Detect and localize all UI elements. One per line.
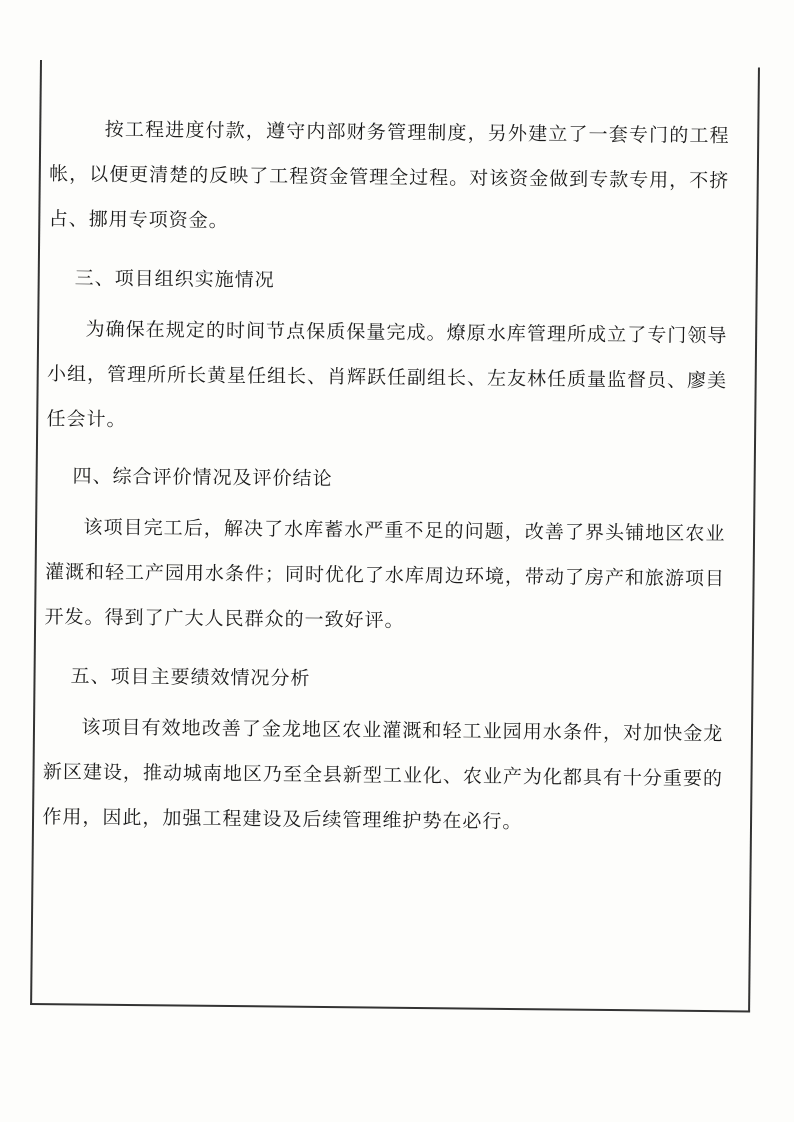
section-3-body: 为确保在规定的时间节点保质保量完成。燎原水库管理所成立了专门领导小组，管理所所长黄星任组长、肖辉跃任副组长、左友林任质量监督员、廖美任会计。 (46, 318, 728, 431)
section-3-heading: 三、项目组织实施情况 (74, 267, 275, 292)
section-5-heading: 五、项目主要绩效情况分析 (70, 665, 311, 690)
document-content (42, 95, 730, 847)
section-4-body: 该项目完工后，解决了水库蓄水严重不足的问题，改善了界头铺地区农业灌溉和轻工产园用水条件；同时优化了水库周边环境，带动了房产和旅游项目开发。得到了广大人民群众的一致好评。 (44, 516, 726, 632)
section-5-body: 该项目有效地改善了金龙地区农业灌溉和轻工业园用水条件，对加快金龙新区建设，推动城南地区乃至全县新型工业化、农业产为化都具有十分重要的作用，因此，加强工程建设及后续管理维护势在必行。 (42, 716, 724, 833)
section-4-heading: 四、综合评价情况及评价结论 (72, 465, 333, 490)
funding-paragraph: 按工程进度付款，遵守内部财务管理制度，另外建立了一套专门的工程帐，以便更清楚的反映了工程资金管理全过程。对该资金做到专款专用，不挤占、挪用专项资金。 (48, 118, 730, 232)
